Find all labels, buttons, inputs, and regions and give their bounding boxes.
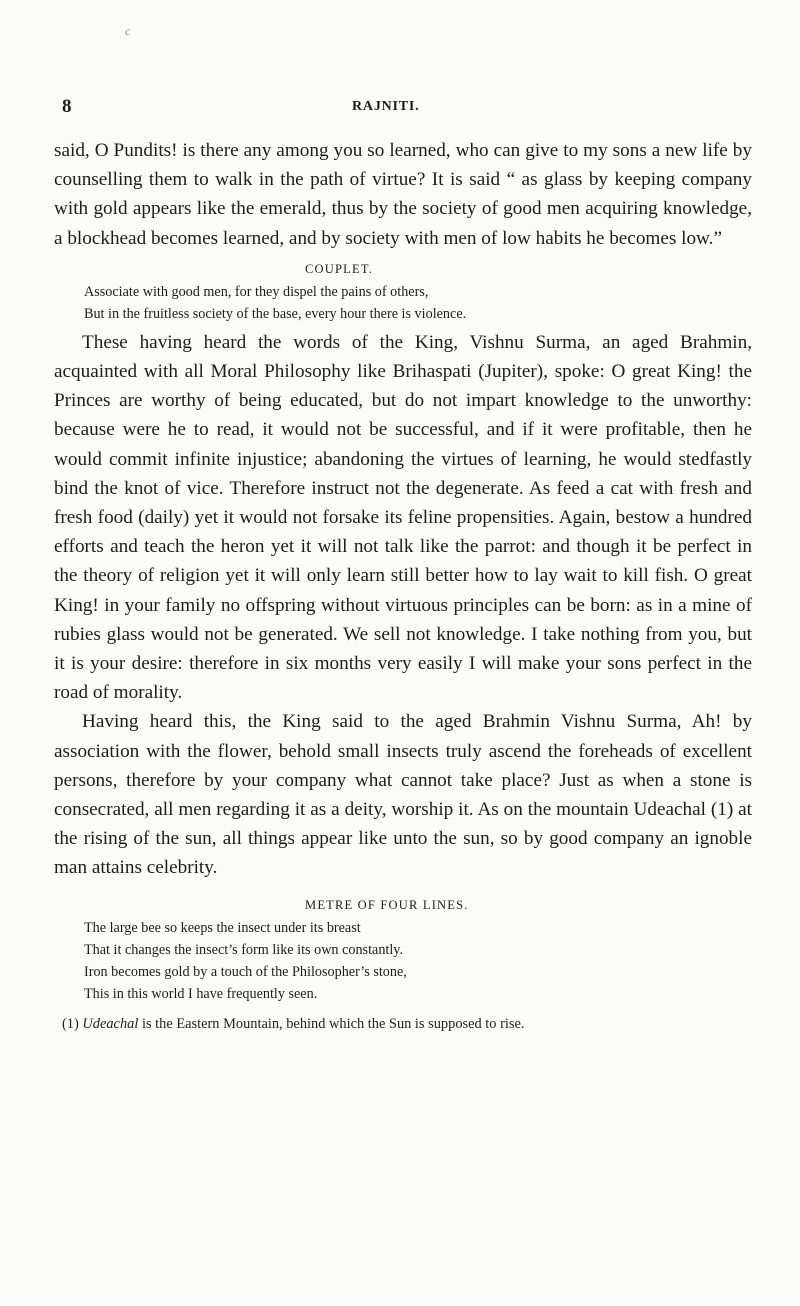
page-body — [54, 136, 752, 1035]
paragraph-opening: said, O Pundits! is there any among you so learned, who can give to my sons a new life by counselling them to walk in the path of virtue? It is said “ as glass by keeping company with gold appears like the emerald, thus by the society of good men acquiring knowledge, a blockhead becomes learned, and by society with men of low habits he becomes low.” — [54, 140, 752, 249]
couplet — [84, 259, 724, 325]
footnote-marker: (1) — [62, 1015, 79, 1032]
footnote-text: is the Eastern Mountain, behind which the Sun is supposed to rise. — [141, 1015, 525, 1032]
page-header — [52, 96, 732, 120]
metre-line: That it changes the insect’s form like its own constantly. — [84, 941, 404, 958]
metre-of-four-lines — [84, 895, 724, 1005]
paragraph-vishnu-surma-reply: These having heard the words of the King, Vishnu Surma, an aged Brahmin, acquainted with all Moral Philosophy like Brihaspati (Jupiter), spoke: O great King! the Princes are worthy of being educated, but do not impart knowledge to the unworthy: because were he to read, it would not be successful, and if it were profitable, then he would commit infinite injustice; abandoning the virtues of learning, he would stedfastly bind the knot of vice. Therefore instruct not the degenerate. As feed a cat with fresh and fresh food (daily) yet it would not forsake its feline propensities. Again, bestow a hundred efforts and teach the heron yet it will not talk like the parrot: and though it be perfect in the theory of religion yet it will only learn still better how to lay wait to kill fish. O great King! in your family no offspring without virtuous principles can be born: as in a mine of rubies glass would not be generated. We sell not knowledge. I take nothing from you, but it is your desire: therefore in six months very easily I will make your sons perfect in the road of morality. — [54, 331, 752, 704]
running-head: RAJNITI. — [352, 99, 420, 114]
couplet-line: Associate with good men, for they dispel the pains of others, — [84, 283, 429, 300]
metre-heading: METRE OF FOUR LINES. — [305, 897, 469, 912]
metre-line: The large bee so keeps the insect under its breast — [84, 919, 361, 936]
page-number: 8 — [62, 96, 72, 117]
couplet-heading: COUPLET. — [305, 261, 374, 276]
metre-line: Iron becomes gold by a touch of the Philosopher’s stone, — [84, 963, 407, 980]
metre-line: This in this world I have frequently seen. — [84, 985, 318, 1002]
couplet-line: But in the fruitless society of the base, every hour there is violence. — [84, 305, 467, 322]
paragraph-king-response: Having heard this, the King said to the aged Brahmin Vishnu Surma, Ah! by association with the flower, behold small insects truly ascend the foreheads of excellent persons, therefore by your company what cannot take place? Just as when a stone is consecrated, all men regarding it as a deity, worship it. As on the mountain Udeachal (1) at the rising of the sun, all things appear like unto the sun, so by good company an ignoble man attains celebrity. — [54, 711, 752, 879]
footnote-term: Udeachal — [82, 1015, 139, 1032]
footnote — [54, 1013, 752, 1035]
page-mark: c — [125, 24, 131, 38]
